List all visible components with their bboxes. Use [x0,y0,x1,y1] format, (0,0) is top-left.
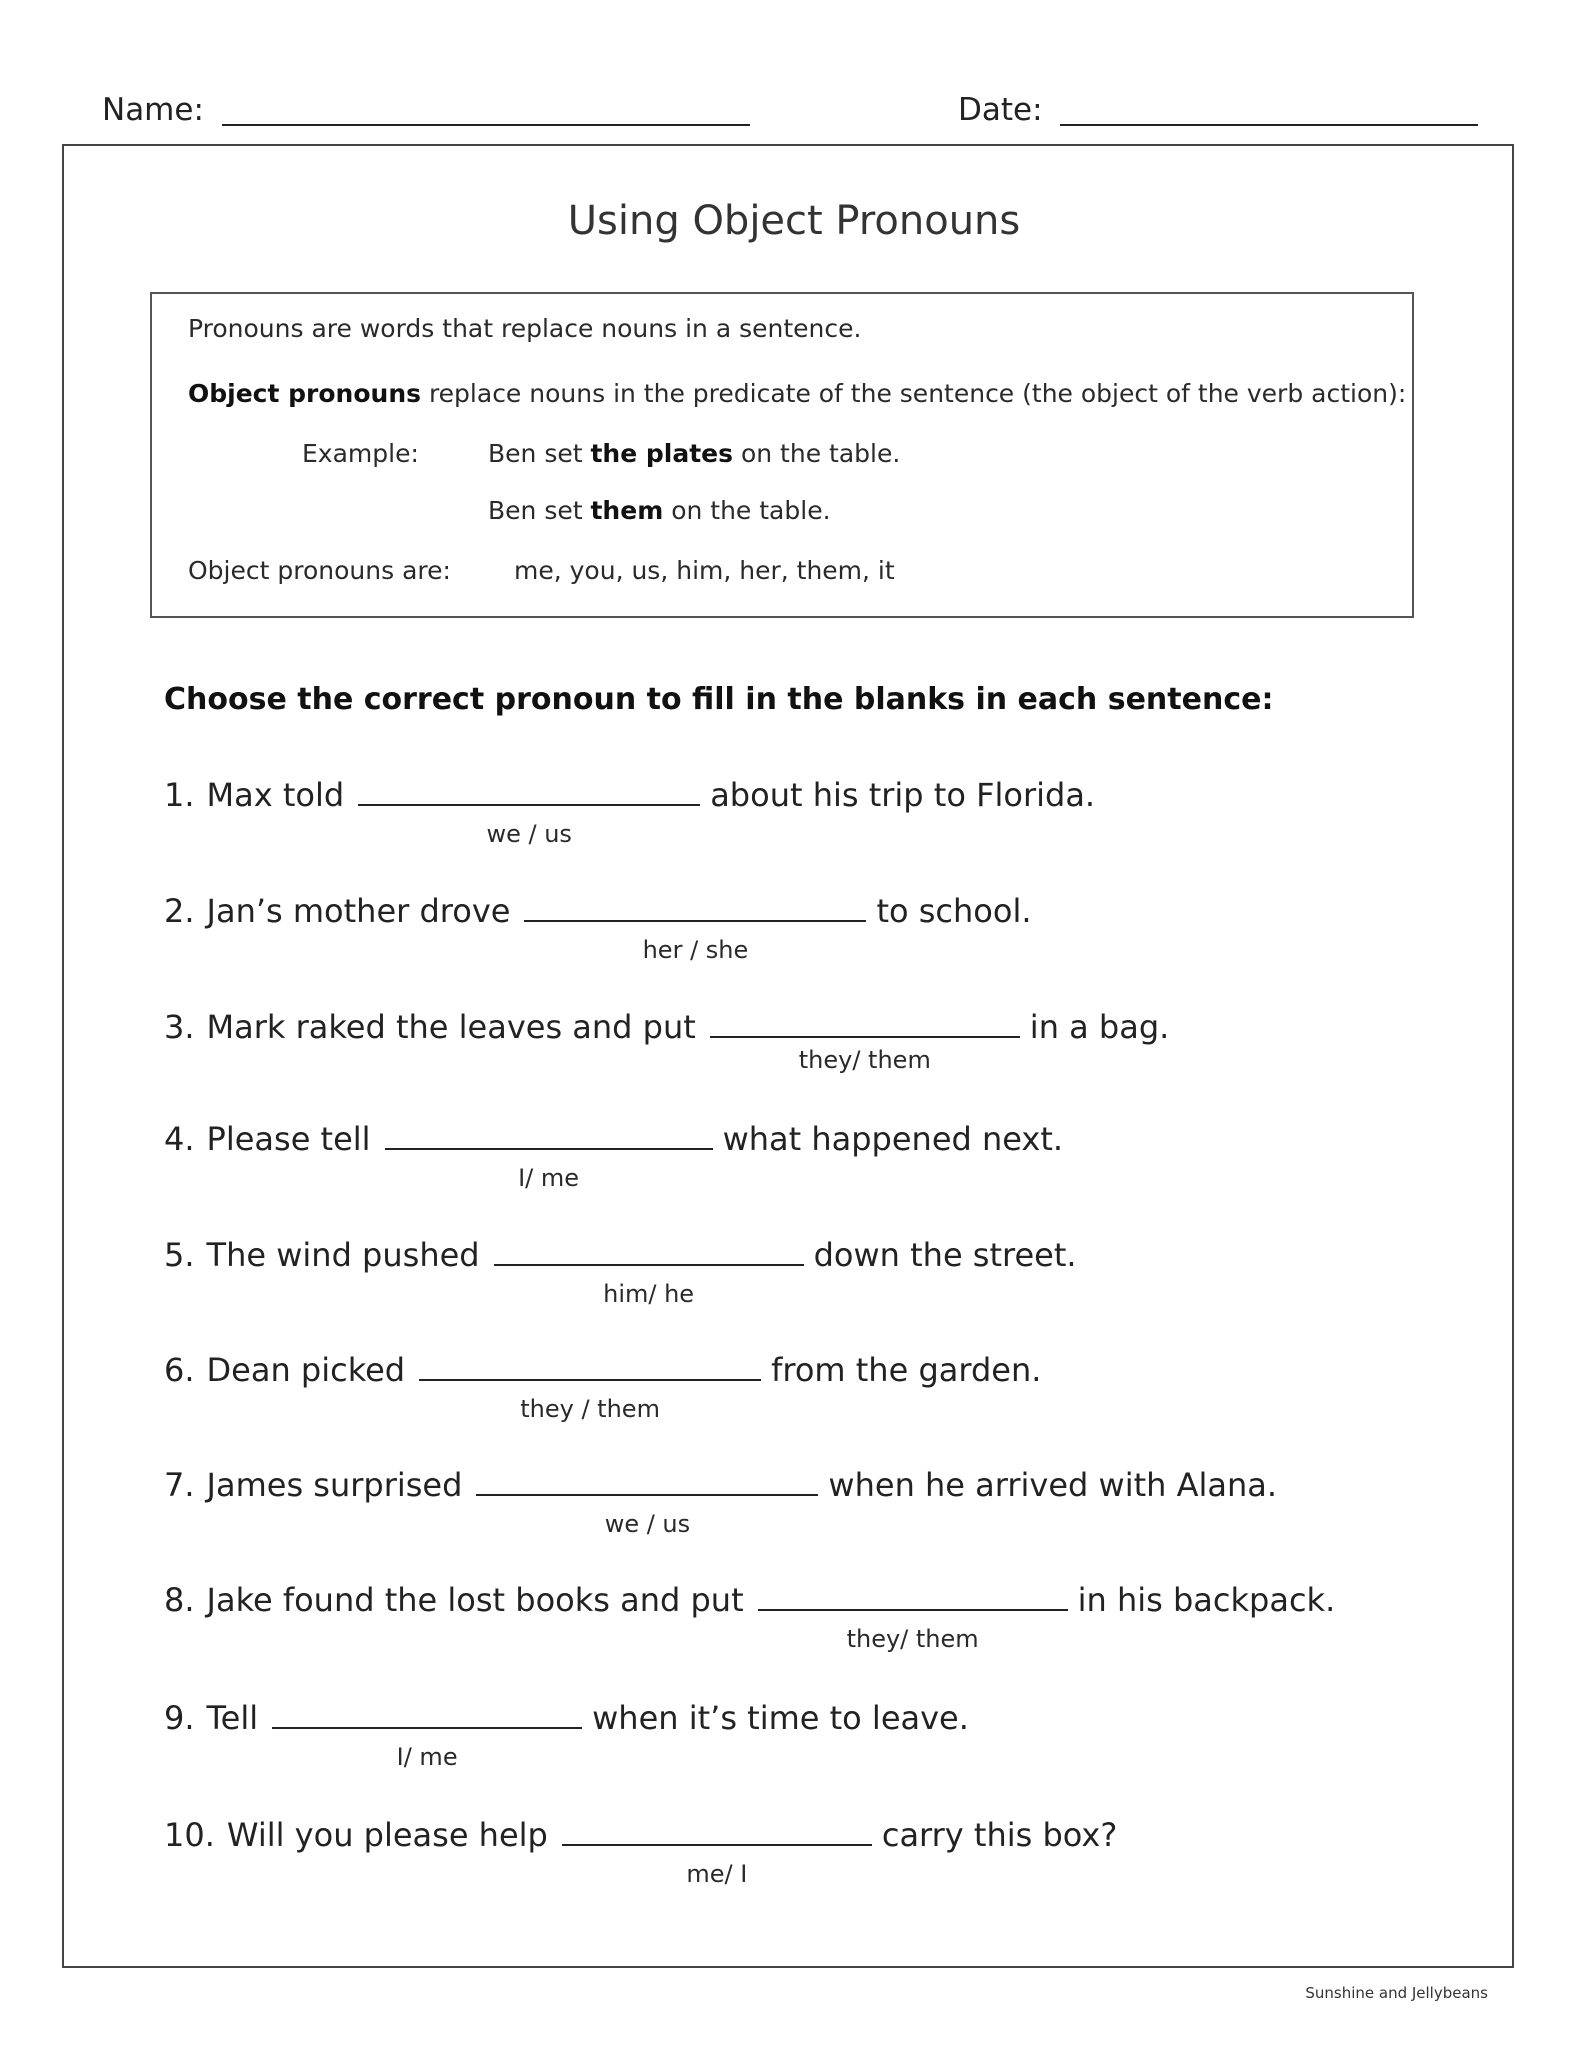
example-sentence-1 [488,439,900,468]
question-number: 8. [164,1581,195,1619]
choice-hint: they / them [520,1395,660,1423]
question-number: 7. [164,1466,195,1504]
answer-blank[interactable] [710,1008,1020,1074]
answer-blank[interactable] [358,776,700,848]
question-text-after: carry this box? [881,1816,1118,1854]
choice-hint: I/ me [518,1164,580,1192]
question-number: 6. [164,1351,195,1389]
question-number: 9. [164,1699,195,1737]
answer-blank[interactable] [272,1699,582,1771]
question-text-after: when it’s time to leave. [592,1699,969,1737]
question-number: 10. [164,1816,215,1854]
example1-before: Ben set [488,439,591,468]
question-text-before: Max told [206,776,345,814]
question-number: 5. [164,1236,195,1274]
question-number: 1. [164,776,195,814]
question-number: 2. [164,892,195,930]
question-item [164,1581,1335,1661]
choice-hint: they/ them [846,1625,979,1653]
question-text-before: The wind pushed [206,1236,480,1274]
question-item [164,1120,1063,1200]
example2-after: on the table. [663,496,831,525]
question-text-after: in his backpack. [1077,1581,1336,1619]
answer-blank[interactable] [758,1581,1068,1653]
pronoun-list-values: me, you, us, him, her, them, it [514,556,895,585]
question-text-before: Dean picked [206,1351,406,1389]
example2-bold: them [590,496,664,525]
question-text-before: Jan’s mother drove [206,892,511,930]
instructions: Choose the correct pronoun to fill in the blanks in each sentence: [164,682,1274,717]
choice-hint: I/ me [396,1743,458,1771]
question-text-before: Jake found the lost books and put [206,1581,744,1619]
example-label: Example: [302,439,419,468]
question-item [164,1236,1077,1316]
question-text-after: to school. [876,892,1032,930]
example1-after: on the table. [733,439,901,468]
answer-blank[interactable] [419,1351,761,1423]
question-text-after: when he arrived with Alana. [828,1466,1278,1504]
answer-blank[interactable] [476,1466,818,1538]
question-item [164,892,1032,972]
definition-bold: Object pronouns [188,379,421,408]
question-item [164,1008,1169,1088]
answer-blank[interactable] [385,1120,713,1192]
choice-hint: we / us [604,1510,691,1538]
name-field[interactable] [222,124,750,126]
question-text-after: down the street. [813,1236,1077,1274]
question-text-after: about his trip to Florida. [710,776,1096,814]
question-text-before: Tell [206,1699,259,1737]
question-number: 3. [164,1008,195,1046]
name-label: Name: [102,92,204,128]
question-text-before: Will you please help [226,1816,548,1854]
question-text-before: Mark raked the leaves and put [206,1008,696,1046]
question-text-before: James surprised [206,1466,463,1504]
example2-before: Ben set [488,496,591,525]
intro-text: Pronouns are words that replace nouns in a sentence. [188,314,862,343]
question-item [164,1466,1277,1546]
answer-blank[interactable] [494,1236,804,1308]
choice-hint: they/ them [798,1046,931,1074]
choice-hint: him/ he [603,1280,695,1308]
question-text-before: Please tell [206,1120,371,1158]
choice-hint: we / us [486,820,572,848]
question-item [164,1816,1117,1896]
example-sentence-2 [488,496,831,525]
question-text-after: in a bag. [1029,1008,1170,1046]
answer-blank[interactable] [524,892,866,964]
date-label: Date: [958,92,1043,128]
page-title: Using Object Pronouns [567,198,1021,244]
choice-hint: me/ I [686,1860,748,1888]
question-item [164,1699,969,1779]
definition-rest: replace nouns in the predicate of the sentence (the object of the verb action): [421,379,1407,408]
date-field[interactable] [1060,124,1478,126]
question-text-after: what happened next. [722,1120,1064,1158]
question-text-after: from the garden. [771,1351,1042,1389]
choice-hint: her / she [642,936,749,964]
answer-blank[interactable] [562,1816,872,1888]
example1-bold: the plates [590,439,734,468]
info-box [150,292,1414,618]
pronoun-list-label: Object pronouns are: [188,556,451,585]
question-item [164,776,1095,856]
footer-credit: Sunshine and Jellybeans [1305,1984,1488,2002]
question-item [164,1351,1041,1431]
definition-text [188,379,1406,408]
question-number: 4. [164,1120,195,1158]
